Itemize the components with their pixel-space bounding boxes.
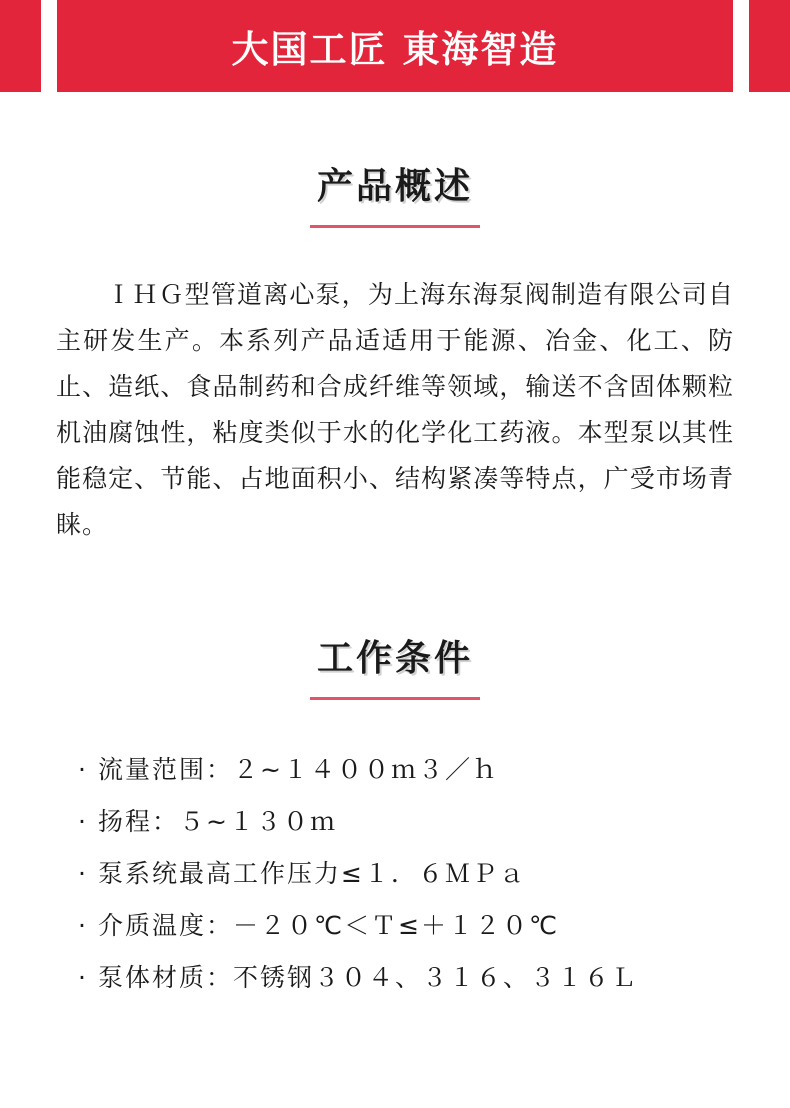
list-item [78, 848, 790, 900]
product-overview-heading: 产品概述 [316, 166, 473, 207]
condition-text: 介质温度：－２０℃＜Ｔ≤＋１２０℃ [98, 911, 560, 940]
list-item [78, 744, 790, 796]
working-conditions-list [0, 744, 790, 1004]
section-product-overview [0, 158, 790, 548]
product-overview-heading-rule [310, 225, 480, 228]
product-overview-text: ＩＨＧ型管道离心泵，为上海东海泵阀制造有限公司自主研发生产。本系列产品适适用于能源、冶金、化工、防止、造纸、食品制药和合成纤维等领域，输送不含固体颗粒机油腐蚀性，粘度类似于水的化学化工药液。本型泵以其性能稳定、节能、占地面积小、结构紧凑等特点，广受市场青睐。 [56, 280, 734, 539]
working-conditions-heading-wrap [0, 630, 790, 700]
banner-edge-right [749, 0, 790, 92]
section-working-conditions [0, 630, 790, 1004]
spacer-top [0, 92, 790, 158]
bullet-icon: · [78, 963, 88, 992]
bullet-icon: · [78, 755, 88, 784]
bullet-icon: · [78, 859, 88, 888]
banner-title: 大国工匠 東海智造 [231, 28, 559, 71]
bullet-icon: · [78, 911, 88, 940]
list-item [78, 796, 790, 848]
product-overview-paragraph [56, 272, 734, 548]
bullet-icon: · [78, 807, 88, 836]
product-overview-heading-wrap [0, 158, 790, 228]
list-item [78, 900, 790, 952]
working-conditions-heading-rule [310, 697, 480, 700]
condition-text: 流量范围：２~１４００ｍ３／ｈ [98, 755, 499, 784]
banner-stripe-right [733, 0, 749, 92]
condition-text: 泵系统最高工作压力≤１．６ＭＰａ [98, 859, 526, 888]
banner-stripe-left [41, 0, 57, 92]
banner-edge-left [0, 0, 41, 92]
spacer-between-sections [0, 548, 790, 630]
page-banner [0, 0, 790, 92]
condition-text: 泵体材质：不锈钢３０４、３１６、３１６Ｌ [98, 963, 639, 992]
condition-text: 扬程：５~１３０ｍ [98, 807, 337, 836]
working-conditions-heading: 工作条件 [316, 638, 473, 679]
list-item [78, 952, 790, 1004]
